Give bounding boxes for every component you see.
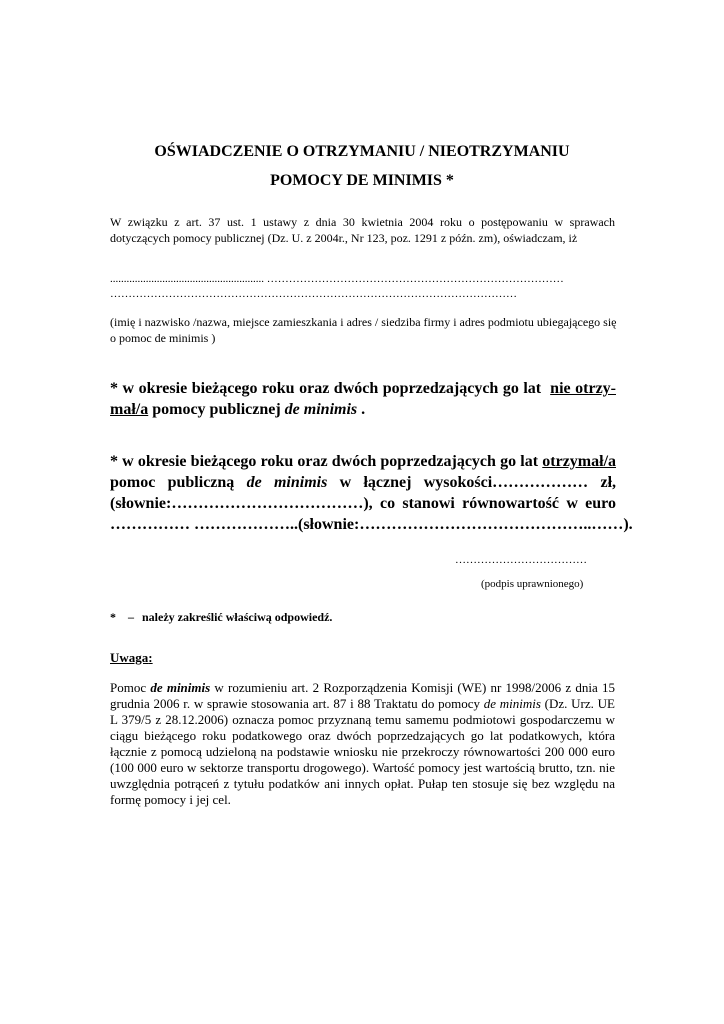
body-part3: (Dz. Urz. UE L 379/5 z 28.12.2006) oznacza pomoc przyznaną temu samemu podmiotowi gospodarczemu w ciągu bieżącego roku podatkowego oraz dwóch poprzedzających go lat podatkowych, która łącznie z pomocą udzieloną na podstawie wniosku nie przekroczy równowartości 200 000 euro (100 000 euro w sektorze transportu drogowego). Wartość pomocy jest wartością brutto, tzn. nie uwzględnia potrąceń z tytułu podatków ani innych opłat. Pułap ten stosuje się bez względu na formę pomocy i jej cel. <box>110 696 615 807</box>
uwaga-body-paragraph <box>110 680 615 808</box>
option2-line2 <box>110 472 616 493</box>
option2-line4: …………… ………………..(słownie:……………………………………..……). <box>110 516 633 533</box>
option1-underline-end: mał/a <box>110 401 149 418</box>
uwaga-heading <box>110 650 153 666</box>
option1-line1 <box>110 378 616 399</box>
body-part2: w rozumieniu art. 2 Rozporządzenia Komisji (WE) nr 1998/2006 z dnia 15 grudnia 2006 r. w sprawie stosowania art. 87 i 88 Traktatu do pomocy <box>110 680 615 711</box>
option2-underline: otrzymał/a <box>542 453 617 470</box>
body-bold-italic: de minimis <box>150 680 211 695</box>
signature-dots: ……………………………… <box>455 554 587 566</box>
option1-underline-start: nie otrzy- <box>550 380 616 397</box>
body-part1: Pomoc <box>110 680 151 695</box>
option1-end: . <box>357 401 366 418</box>
document-title-line1: OŚWIADCZENIE O OTRZYMANIU / NIEOTRZYMANIU <box>154 143 570 160</box>
option2-italic: de minimis <box>246 474 328 491</box>
name-address-dots-line2: ………………………………………………………………………………………………… <box>110 288 517 300</box>
name-address-dots-line1: ........................................................ ……………………………………………………………………… <box>110 273 564 285</box>
option2-line1 <box>110 451 616 472</box>
option-received <box>110 451 633 535</box>
uwaga-colon: : <box>148 650 153 665</box>
footnote-dash: – <box>128 610 134 624</box>
option2-prefix: * w okresie bieżącego roku oraz dwóch poprzedzających go lat <box>110 453 539 470</box>
option1-prefix: * w okresie bieżącego roku oraz dwóch poprzedzających go lat <box>110 380 542 397</box>
option1-italic: de minimis <box>284 401 358 418</box>
footnote <box>110 610 332 625</box>
option2-line3: (słownie:………………………………), co stanowi równowartość w euro <box>110 495 616 512</box>
option2-l2b: w łącznej wysokości……………… zł, <box>327 474 617 491</box>
option2-l2a: pomoc publiczną <box>110 474 247 491</box>
footnote-text: należy zakreślić właściwą odpowiedź. <box>142 610 333 624</box>
document-title-line2: POMOCY DE MINIMIS * <box>270 172 454 189</box>
uwaga-label: Uwaga <box>110 650 149 665</box>
name-address-caption: (imię i nazwisko /nazwa, miejsce zamieszkania i adres / siedziba firmy i adres podmiotu ubiegającego się o pomoc de minimis ) <box>110 315 617 345</box>
footnote-star: * <box>110 610 116 624</box>
option1-mid: pomocy publicznej <box>148 401 285 418</box>
option1-line2 <box>110 399 616 420</box>
signature-caption: (podpis uprawnionego) <box>481 578 584 590</box>
body-italic: de minimis <box>483 696 541 711</box>
option-not-received <box>110 378 616 420</box>
intro-paragraph: W związku z art. 37 ust. 1 ustawy z dnia 30 kwietnia 2004 roku o postępowaniu w sprawach dotyczących pomocy publicznej (Dz. U. z 2004r., Nr 123, poz. 1291 z późn. zm), oświadczam, iż <box>110 215 615 245</box>
